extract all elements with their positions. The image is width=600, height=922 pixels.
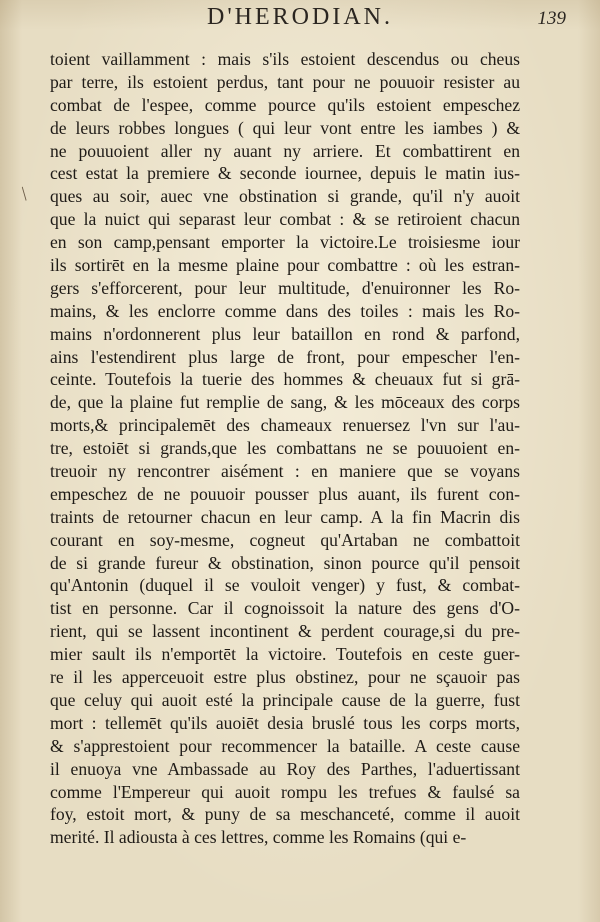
running-title: D'HERODIAN. — [207, 4, 393, 30]
text-line: ques au soir, auec vne obstination si grande, qu'il n'y auoit — [50, 186, 520, 207]
text-line: ne pouuoient aller ny auant ny arriere. Et combattirent en — [50, 140, 520, 161]
text-line: mier sault ils n'emportēt la victoire. Toutefois en ceste guer- — [50, 644, 520, 665]
text-line: combat de l'espee, comme pource qu'ils estoient empeschez — [50, 94, 520, 115]
text-line: par terre, ils estoient perdus, tant pour ne pouuoir resister au — [50, 71, 520, 92]
text-line: empeschez de ne pouuoir pousser plus auant, ils furent con- — [50, 483, 520, 504]
text-line: qu'Antonin (duquel il se vouloit venger) y fust, & combat- — [50, 575, 520, 596]
text-line: en son camp,pensant emporter la victoire.Le troisiesme iour — [50, 232, 520, 253]
text-line: ils sortirēt en la mesme plaine pour combattre : où les estran- — [50, 255, 520, 276]
text-line: morts,& principalemēt des chameaux renuersez l'vn sur l'au- — [50, 415, 520, 436]
text-line: que celuy qui auoit esté la principale cause de la guerre, fust — [50, 689, 520, 710]
text-line: ains l'estendirent plus large de front, pour empescher l'en- — [50, 346, 520, 367]
page-number: 139 — [537, 8, 566, 29]
text-line: de si grande fureur & obstination, sinon pource qu'il pensoit — [50, 552, 520, 573]
body-text — [50, 48, 520, 849]
text-line: tre, estoiēt si grands,que les combattans ne se pouuoient en- — [50, 438, 520, 459]
text-line: de, que la plaine fut remplie de sang, & les mōceaux des corps — [50, 392, 520, 413]
text-line: re il les apperceuoit estre plus obstinez, pour ne sçauoir pas — [50, 667, 520, 688]
text-line: gers s'efforcerent, pour leur multitude, d'enuironner les Ro- — [50, 277, 520, 298]
text-line: de leurs robbes longues ( qui leur vont entre les iambes ) & — [50, 117, 520, 138]
text-line: traints de retourner chacun en leur camp. A la fin Macrin dis — [50, 506, 520, 527]
text-line: que la nuict qui separast leur combat : & se retiroient chacun — [50, 209, 520, 230]
text-line: foy, estoit mort, & puny de sa meschanceté, comme il auoit — [50, 804, 520, 825]
text-line: toient vaillamment : mais s'ils estoient descendus ou cheus — [50, 49, 520, 69]
text-line: il enuoya vne Ambassade au Roy des Parthes, l'aduertissant — [50, 758, 520, 779]
text-line: merité. Il adiousta à ces lettres, comme les Romains (qui e- — [50, 827, 467, 848]
margin-pen-mark: / — [15, 183, 34, 205]
text-line: comme l'Empereur qui auoit rompu les trefues & faulsé sa — [50, 781, 520, 802]
text-line: courant en soy-mesme, cogneut qu'Artaban ne combattoit — [50, 529, 520, 550]
text-line: cest estat la premiere & seconde iournee, depuis le matin ius- — [50, 163, 520, 184]
text-line: mort : tellemēt qu'ils auoiēt desia bruslé tous les corps morts, — [50, 712, 520, 733]
text-line: & s'apprestoient pour recommencer la bataille. A ceste cause — [50, 735, 520, 756]
running-head — [0, 4, 600, 44]
text-line: rient, qui se lassent incontinent & perdent courage,si du pre- — [50, 621, 520, 642]
text-line: tist en personne. Car il cognoissoit la nature des gens d'O- — [50, 598, 520, 619]
text-line: treuoir ny rencontrer aisément : en maniere que se voyans — [50, 461, 520, 482]
text-line: mains, & les enclorre comme dans des toiles : mais les Ro- — [50, 300, 520, 321]
text-line: mains n'ordonnerent plus leur bataillon en rond & parfond, — [50, 323, 520, 344]
text-line: ceinte. Toutefois la tuerie des hommes & cheuaux fut si grā- — [50, 369, 520, 390]
